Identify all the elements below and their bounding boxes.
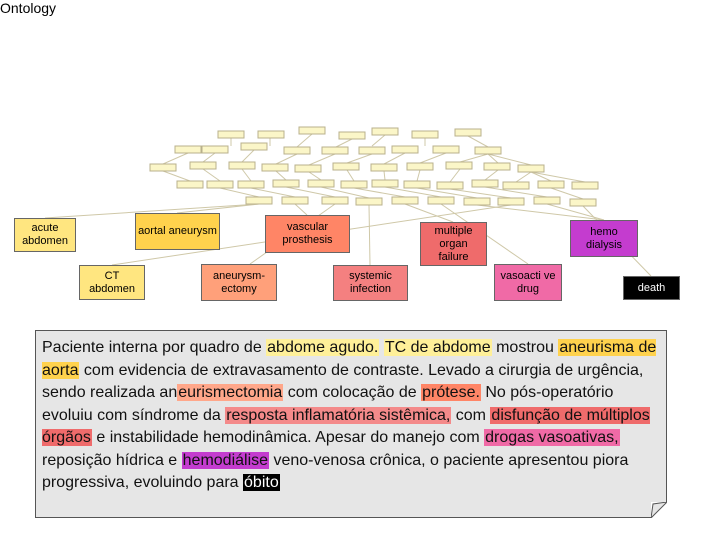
ontology-node (534, 197, 560, 204)
ontology-node (570, 199, 596, 206)
ontology-node (372, 128, 398, 135)
concept-label: systemic infection (349, 270, 392, 295)
ontology-edge (384, 153, 405, 164)
ontology-edge (276, 154, 297, 164)
ontology-edge (309, 172, 321, 180)
highlighted-term: aneurisma de aorta (42, 339, 657, 379)
ontology-edge (460, 154, 488, 162)
ontology-node (207, 181, 233, 188)
ontology-node (229, 162, 255, 169)
concept-label: acute abdomen (22, 222, 68, 247)
ontology-node (273, 180, 299, 187)
ontology-node (218, 131, 244, 138)
ontology-edge (295, 204, 307, 215)
ontology-node (446, 162, 472, 169)
ontology-node (175, 146, 201, 153)
ontology-node (412, 131, 438, 138)
highlighted-term: drogas vasoativas, (485, 429, 619, 446)
ontology-edge (369, 205, 370, 265)
ontology-node (538, 181, 564, 188)
ontology-node (371, 164, 397, 171)
ontology-edge (372, 135, 385, 146)
ontology-node (258, 131, 284, 138)
ontology-node (262, 164, 288, 171)
concept-hemodialysis (570, 220, 638, 257)
concept-vasoactive-drug (494, 264, 562, 301)
ontology-node (437, 182, 463, 189)
ontology-node (498, 198, 524, 205)
ontology-edge (516, 172, 531, 182)
ontology-node (503, 182, 529, 189)
ontology-node (241, 143, 267, 150)
ontology-node (356, 198, 382, 205)
ontology-node (322, 147, 348, 154)
ontology-node (572, 182, 598, 189)
ontology-edge (203, 153, 215, 162)
ontology-node (282, 197, 308, 204)
ontology-edge (297, 134, 312, 147)
concept-vascular-prosthesis (265, 215, 350, 253)
ontology-edge (251, 188, 295, 197)
ontology-title: Ontology (0, 0, 57, 16)
note-segment: mostrou (491, 339, 559, 356)
concept-multiple-organ-failure (420, 222, 487, 266)
ontology-node (464, 198, 490, 205)
ontology-edge (450, 189, 511, 198)
ontology-edge (450, 169, 460, 182)
ontology-edge (242, 169, 251, 181)
note-segment: veno-venosa crônica, o paciente apresentou piora progressiva, evoluindo para (42, 451, 629, 491)
ontology-edge (384, 171, 385, 180)
ontology-edge (220, 188, 259, 197)
ontology-node (339, 132, 365, 139)
ontology-edge (163, 171, 190, 181)
highlighted-term: eurismectomia (178, 384, 283, 401)
concept-label: aneurysm-ectomy (213, 269, 265, 295)
ontology-edge (163, 153, 188, 164)
ontology-edge (485, 170, 498, 180)
highlighted-term: disfunção de múltiplos órgãos (42, 406, 650, 446)
ontology-edge (347, 154, 372, 163)
concept-death (623, 276, 680, 300)
ontology-node (372, 180, 398, 187)
ontology-node (359, 147, 385, 154)
note-segment: com colocação de (283, 384, 422, 401)
note-segment: e instabilidade hemodinâmica. Apesar do manejo com (91, 429, 485, 446)
concept-aortal-aneurysm (135, 213, 220, 250)
highlighted-term: abdome agudo. (267, 339, 379, 356)
concept-label: vasoacti ve drug (500, 269, 556, 295)
concept-label: death (637, 281, 666, 294)
ontology-node (392, 146, 418, 153)
ontology-node (295, 165, 321, 172)
concept-aneurysmectomy (201, 264, 277, 301)
ontology-node (284, 147, 310, 154)
clinical-note-text (42, 337, 666, 495)
concept-label: CT abdomen (89, 269, 135, 295)
ontology-node (322, 197, 348, 204)
ontology-node (484, 163, 510, 170)
clinical-note (35, 330, 667, 518)
note-segment: No pós-operatório evoluiu com síndrome da (42, 384, 614, 424)
highlighted-term: prótese. (422, 384, 480, 401)
ontology-node (475, 147, 501, 154)
ontology-node (190, 162, 216, 169)
highlighted-term: hemodiálise (182, 451, 269, 469)
highlighted-term: TC de abdome (384, 339, 491, 356)
ontology-edge (347, 170, 354, 181)
ontology-node (518, 165, 544, 172)
ontology-edge (203, 169, 220, 181)
ontology-node (202, 146, 228, 153)
concept-label: vascular prosthesis (282, 221, 333, 246)
ontology-edge (321, 187, 369, 198)
page-fold-corner (651, 502, 667, 518)
note-segment: com evidencia de extravasamento de contraste. Levado a cirurgia de urgência, sendo realizada an (42, 361, 644, 401)
ontology-node (333, 163, 359, 170)
ontology-node (404, 181, 430, 188)
ontology-edge (242, 150, 254, 162)
ontology-node (308, 180, 334, 187)
highlighted-term: resposta inflamatória sistêmica, (226, 406, 451, 424)
ontology-node (407, 163, 433, 170)
ontology-edge (417, 170, 420, 181)
ontology-edge (420, 153, 446, 163)
ontology-node (299, 127, 325, 134)
ontology-node (341, 181, 367, 188)
note-segment: Paciente interna por quadro de (42, 339, 267, 356)
note-segment: com (451, 406, 491, 424)
ontology-node (472, 180, 498, 187)
ontology-node (433, 146, 459, 153)
ontology-node (392, 197, 418, 204)
ontology-edge (276, 171, 286, 180)
ontology-node (150, 164, 176, 171)
concept-label: hemo dialysis (585, 225, 623, 251)
ontology-node (428, 197, 454, 204)
note-segment: reposição hídrica e (42, 451, 182, 469)
concept-acute-abdomen (14, 218, 76, 252)
ontology-node (455, 129, 481, 136)
ontology-node (177, 181, 203, 188)
ontology-edge (309, 154, 335, 165)
concept-label: aortal aneurysm (138, 225, 217, 237)
highlighted-term: óbito (244, 474, 279, 491)
ontology-edge (468, 136, 488, 147)
concept-systemic-infection (333, 265, 408, 301)
ontology-edge (336, 139, 352, 147)
concept-label: multiple organ failure (434, 224, 473, 263)
ontology-edge (405, 204, 453, 222)
concept-ct-abdomen (79, 265, 145, 300)
ontology-node (238, 181, 264, 188)
ontology-node (246, 197, 272, 204)
